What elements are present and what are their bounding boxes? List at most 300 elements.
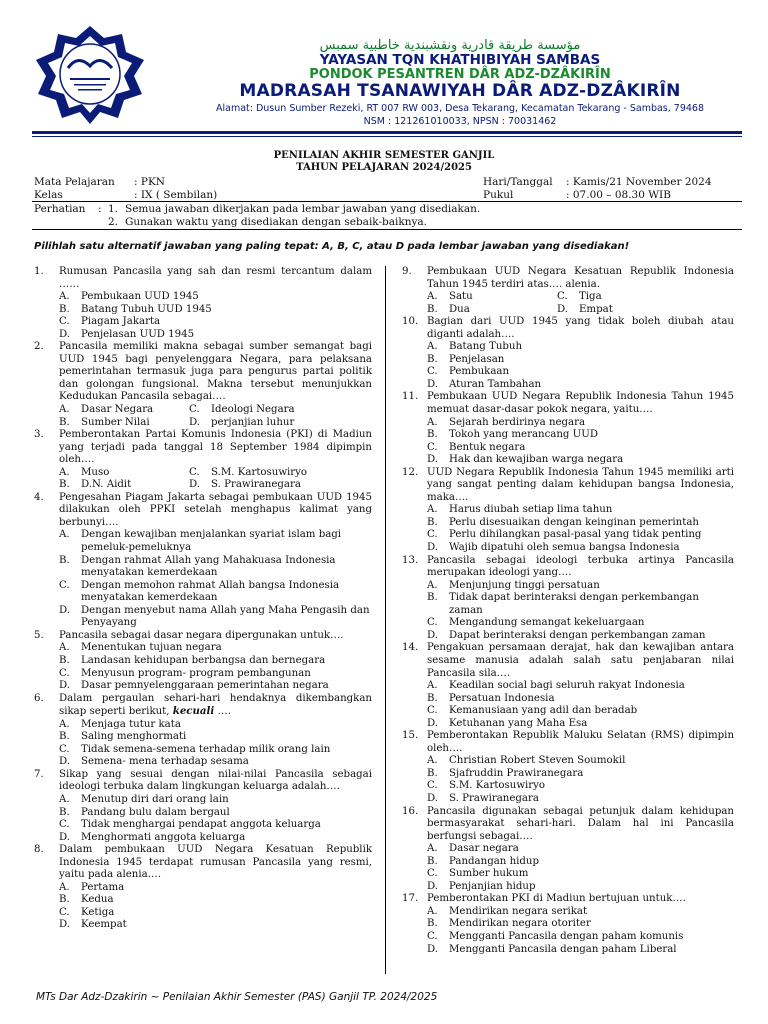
option-text: Mengganti Pancasila dengan paham komunis	[449, 930, 684, 942]
question-item	[34, 693, 372, 769]
option-text: Dasar Negara	[81, 404, 154, 416]
question-text-main: Pancasila digunakan sebagai petunjuk dalam kehidupan bermasyarakat sehari-hari. Dalam hal ini Pancasila berfungsi sebagai….	[427, 805, 734, 842]
answer-option	[402, 442, 734, 455]
questions-right-column	[402, 266, 734, 956]
option-letter: C.	[59, 743, 70, 755]
question-number: 13.	[402, 554, 419, 566]
meta-rule-top	[32, 201, 742, 202]
question-item	[402, 893, 734, 956]
answer-option	[34, 894, 372, 907]
question-tail: ….	[214, 706, 231, 718]
answer-option	[557, 304, 687, 317]
answer-option	[34, 580, 372, 605]
question-stem	[402, 893, 734, 906]
question-text-main: Dalam pergaulan sehari-hari hendaknya dikembangkan sikap seperti berikut,	[59, 692, 372, 718]
option-text: Menutup diri dari orang lain	[81, 793, 229, 805]
question-stem	[34, 630, 372, 643]
header-rule-thick	[32, 131, 742, 134]
question-stem	[402, 316, 734, 341]
option-text: Keadilan social bagi seluruh rakyat Indonesia	[449, 680, 685, 692]
question-text-main: Pembukaan UUD Negara Kesatuan Republik Indonesia Tahun 1945 terdiri atas…. alenia.	[427, 266, 734, 290]
option-letter: A.	[427, 905, 438, 917]
option-text: Dengan rahmat Allah yang Mahakuasa Indonesia menyatakan kemerdekaan	[81, 554, 336, 579]
answer-option	[34, 529, 372, 554]
answer-option	[402, 718, 734, 731]
answer-option-row	[34, 479, 372, 492]
option-text: Menyusun program- program pembangunan	[81, 667, 311, 679]
option-text: Christian Robert Steven Soumokil	[449, 755, 626, 767]
option-text: Menjaga tutur kata	[81, 718, 181, 730]
answer-option	[34, 907, 372, 920]
day-label: Hari/Tanggal	[483, 176, 553, 188]
option-text: Dengan memohon rahmat Allah bangsa Indonesia menyatakan kemerdekaan	[81, 579, 340, 604]
question-text-main: Bagian dari UUD 1945 yang tidak boleh diubah atau diganti adalah….	[427, 316, 734, 340]
question-number: 10.	[402, 316, 419, 328]
question-text	[59, 429, 372, 467]
option-text: Ketuhanan yang Maha Esa	[449, 717, 588, 729]
question-number: 11.	[402, 391, 419, 403]
option-letter: D.	[189, 479, 201, 491]
answer-option	[402, 454, 734, 467]
madrasah-name: MADRASAH TSANAWIYAH DÂR ADZ-DZÂKIRÎN	[239, 81, 681, 101]
note-2-text: Gunakan waktu yang disediakan dengan sebaik-baiknya.	[125, 216, 428, 228]
question-item	[402, 266, 734, 316]
question-stem	[402, 391, 734, 416]
question-item	[402, 730, 734, 805]
option-text: Tokoh yang merancang UUD	[449, 429, 599, 441]
question-item	[34, 630, 372, 693]
option-text: Perlu dihilangkan pasal-pasal yang tidak penting	[449, 529, 702, 541]
option-letter: C.	[189, 404, 200, 416]
option-letter: B.	[59, 894, 70, 906]
option-text: Mengandung semangat kekeluargaan	[449, 617, 645, 629]
option-text: Dapat berinteraksi dengan perkembangan zaman	[449, 629, 706, 641]
question-stem	[402, 467, 734, 505]
question-text	[59, 630, 372, 643]
option-letter: A.	[59, 718, 70, 730]
question-stem	[402, 730, 734, 755]
answer-option	[402, 379, 734, 392]
option-letter: D.	[427, 542, 439, 554]
question-number: 4.	[34, 491, 44, 503]
option-letter: A.	[59, 881, 70, 893]
school-address: Alamat: Dusun Sumber Rezeki, RT 007 RW 003, Desa Tekarang, Kecamatan Tekarang - Sambas, 79468	[215, 103, 705, 114]
option-letter: D.	[427, 454, 439, 466]
question-text-main: Pemberontakan PKI di Madiun bertujuan untuk….	[427, 893, 686, 905]
answer-option	[34, 719, 372, 732]
option-letter: B.	[427, 918, 438, 930]
foundation-name: YAYASAN TQN KHATHIBIYAH SAMBAS	[319, 52, 601, 68]
question-number: 1.	[34, 266, 44, 277]
answer-option	[402, 529, 734, 542]
attention-sep: :	[98, 203, 102, 215]
answer-option	[402, 630, 734, 643]
question-item	[34, 492, 372, 630]
option-letter: D.	[557, 303, 569, 315]
option-letter: A.	[427, 504, 438, 516]
answer-option	[59, 404, 189, 417]
question-text	[59, 769, 372, 794]
option-text: Dengan kewajiban menjalankan syariat islam bagi pemeluk-pemeluknya	[81, 529, 342, 554]
option-letter: B.	[59, 479, 70, 491]
option-text: Semena- mena terhadap sesama	[81, 756, 249, 768]
answer-option	[189, 479, 319, 492]
option-letter: B.	[59, 554, 70, 566]
column-divider	[385, 266, 386, 974]
option-text: Penjanjian hidup	[449, 880, 536, 892]
option-text: Mengganti Pancasila dengan paham Liberal	[449, 943, 677, 955]
question-text-main: Sikap yang sesuai dengan nilai-nilai Pancasila sebagai ideologi terbuka dalam lingkungan keluarga adalah….	[59, 768, 372, 793]
question-text-main: Pembukaan UUD Negara Republik Indonesia Tahun 1945 memuat dasar-dasar pokok negara, yaitu….	[427, 391, 734, 416]
question-text-main: Dalam pembukaan UUD Negara Kesatuan Republik Indonesia 1945 terdapat rumusan Pancasila yang resmi, yaitu pada alenia….	[59, 844, 372, 881]
question-stem	[34, 769, 372, 794]
option-letter: B.	[59, 731, 70, 743]
option-letter: B.	[427, 353, 438, 365]
option-letter: D.	[59, 919, 71, 931]
option-letter: A.	[59, 291, 70, 303]
question-item	[34, 429, 372, 492]
answer-option	[402, 354, 734, 367]
question-emphasis: kecuali	[172, 705, 215, 718]
option-text: Saling menghormati	[81, 731, 187, 743]
option-text: Ketiga	[81, 906, 115, 918]
option-letter: D.	[189, 416, 201, 428]
answer-option	[34, 555, 372, 580]
question-item	[402, 806, 734, 894]
question-item	[402, 391, 734, 466]
option-text: Tidak dapat berinteraksi dengan perkembangan zaman	[449, 592, 699, 616]
answer-option	[59, 479, 189, 492]
school-nsm: NSM : 121261010033, NPSN : 70031462	[363, 116, 557, 127]
option-letter: C.	[427, 366, 438, 378]
option-text: D.N. Aidit	[81, 479, 132, 491]
answer-option	[402, 341, 734, 354]
answer-option	[402, 617, 734, 630]
question-text-main: UUD Negara Republik Indonesia Tahun 1945 memiliki arti yang sangat penting dalam kehidupan bangsa Indonesia, maka….	[427, 466, 734, 503]
answer-option	[34, 756, 372, 769]
option-letter: A.	[59, 793, 70, 805]
question-number: 14.	[402, 642, 419, 654]
option-letter: A.	[427, 416, 438, 428]
option-text: Sjafruddin Prawiranegara	[449, 767, 584, 779]
answer-option	[402, 856, 734, 869]
note-1-number: 1.	[108, 203, 119, 215]
question-item	[402, 642, 734, 730]
option-text: Pandang bulu dalam bergaul	[81, 806, 230, 818]
letterhead	[0, 0, 768, 132]
option-text: Empat	[579, 303, 613, 315]
question-text	[427, 391, 734, 416]
answer-option	[402, 517, 734, 530]
question-number: 6.	[34, 692, 44, 704]
option-letter: A.	[427, 341, 438, 353]
question-stem	[34, 341, 372, 404]
option-letter: D.	[59, 328, 71, 340]
page-footer: MTs Dar Adz-Dzakirin ~ Penilaian Akhir Semester (PAS) Ganjil TP. 2024/2025	[36, 991, 438, 1003]
answer-option	[34, 731, 372, 744]
question-stem	[34, 844, 372, 882]
option-text: Sumber Nilai	[81, 416, 150, 428]
option-letter: D.	[427, 792, 439, 804]
subject-value: : PKN	[134, 176, 165, 188]
subject-label: Mata Pelajaran	[34, 176, 115, 188]
question-item	[34, 341, 372, 429]
option-text: Landasan kehidupan berbangsa dan bernegara	[81, 654, 326, 666]
option-letter: C.	[557, 291, 568, 303]
question-number: 2.	[34, 341, 44, 353]
option-text: Hak dan kewajiban warga negara	[449, 454, 624, 466]
option-letter: B.	[427, 303, 438, 315]
question-text	[427, 266, 734, 291]
option-text: Mendirikan negara otoriter	[449, 918, 591, 930]
class-value: : IX ( Sembilan)	[134, 189, 218, 201]
option-text: perjanjian luhur	[211, 416, 295, 428]
option-text: Harus diubah setiap lima tahun	[449, 504, 613, 516]
answer-option	[402, 755, 734, 768]
option-letter: A.	[59, 529, 70, 541]
option-text: S. Prawiranegara	[449, 792, 539, 804]
time-label: Pukul	[483, 189, 514, 201]
answer-option-row	[402, 304, 734, 317]
option-letter: B.	[427, 855, 438, 867]
option-text: Mendirikan negara serikat	[449, 905, 588, 917]
option-text: Pandangan hidup	[449, 855, 540, 867]
option-letter: C.	[59, 316, 70, 328]
option-text: Batang Tubuh UUD 1945	[81, 303, 212, 315]
option-letter: C.	[427, 780, 438, 792]
option-text: Tiga	[579, 291, 602, 303]
option-text: Tidak semena-semena terhadap milik orang lain	[81, 743, 331, 755]
option-letter: D.	[59, 680, 71, 692]
question-stem	[34, 266, 372, 291]
option-letter: C.	[427, 868, 438, 880]
option-letter: B.	[427, 516, 438, 528]
question-text	[427, 316, 734, 341]
question-text-main: Pancasila memiliki makna sebagai sumber semangat bagi UUD 1945 bagi penyelenggara Negara, para pelaksana pemerintahan termasuk juga para pengurus partai politik dan golongan fungsional. Makna tersebut menunjukkan Kedudukan Pancasila sebagai….	[59, 341, 372, 403]
option-letter: B.	[427, 592, 438, 604]
question-item	[34, 844, 372, 932]
option-text: Pembukaan	[449, 366, 510, 378]
option-text: Wajib dipatuhi oleh semua bangsa Indonesia	[449, 542, 680, 554]
answer-option	[557, 291, 687, 304]
answer-option	[34, 807, 372, 820]
question-text	[427, 642, 734, 680]
answer-option	[34, 316, 372, 329]
option-text: Bentuk negara	[449, 441, 526, 453]
questions-left-column	[34, 266, 372, 932]
option-letter: B.	[59, 806, 70, 818]
question-text-main: Pengesahan Piagam Jakarta sebagai pembukaan UUD 1945 dilakukan oleh PPKI setelah menghapus kalimat yang berbunyi….	[59, 491, 372, 528]
answer-option	[427, 304, 557, 317]
question-text	[59, 844, 372, 882]
option-letter: D.	[59, 604, 71, 616]
option-text: S. Prawiranegara	[211, 479, 301, 491]
answer-option	[34, 794, 372, 807]
question-text	[59, 693, 372, 719]
option-letter: A.	[59, 642, 70, 654]
option-letter: B.	[59, 303, 70, 315]
question-text	[427, 555, 734, 580]
question-number: 3.	[34, 429, 44, 441]
answer-option	[402, 768, 734, 781]
school-logo-icon	[30, 24, 150, 124]
question-number: 9.	[402, 266, 412, 277]
exam-year: TAHUN PELAJARAN 2024/2025	[296, 162, 472, 173]
option-letter: C.	[427, 617, 438, 629]
class-label: Kelas	[34, 189, 63, 201]
question-text	[427, 467, 734, 505]
question-text	[59, 341, 372, 404]
option-text: Satu	[449, 291, 473, 303]
option-text: Kedua	[81, 894, 114, 906]
option-text: Dua	[449, 303, 470, 315]
question-text	[427, 730, 734, 755]
answer-option	[402, 417, 734, 430]
answer-option	[402, 906, 734, 919]
option-letter: A.	[59, 466, 70, 478]
answer-option	[402, 429, 734, 442]
meta-rule-bottom	[32, 229, 742, 230]
question-item	[34, 266, 372, 341]
option-text: Aturan Tambahan	[449, 378, 542, 390]
option-letter: A.	[427, 755, 438, 767]
option-letter: A.	[427, 291, 438, 303]
exam-title: PENILAIAN AKHIR SEMESTER GANJIL	[273, 150, 495, 161]
question-text-main: Pemberontakan Republik Maluku Selatan (RMS) dipimpin oleh….	[427, 730, 734, 754]
question-text-main: Pengakuan persamaan derajat, hak dan kewajiban antara sesame manusia adalah salah satu penjabaran nilai Pancasila sila….	[427, 642, 734, 679]
question-stem	[402, 642, 734, 680]
question-stem	[402, 806, 734, 844]
answer-option	[402, 542, 734, 555]
question-text-main: Pancasila sebagai ideologi terbuka artinya Pancasila merupakan ideologi yang….	[427, 554, 734, 579]
question-number: 8.	[34, 844, 44, 856]
time-value: : 07.00 – 08.30 WIB	[566, 189, 671, 201]
question-item	[402, 467, 734, 555]
answer-option-row	[402, 291, 734, 304]
option-text: Menentukan tujuan negara	[81, 642, 222, 654]
option-letter: D.	[59, 831, 71, 843]
option-letter: D.	[427, 378, 439, 390]
answer-option	[402, 881, 734, 894]
answer-option	[402, 780, 734, 793]
answer-option	[34, 919, 372, 932]
answer-option-row	[34, 417, 372, 430]
header-rule-thin	[32, 136, 742, 137]
option-text: Muso	[81, 466, 110, 478]
day-value: : Kamis/21 November 2024	[566, 176, 712, 188]
option-letter: D.	[59, 756, 71, 768]
answer-option	[34, 655, 372, 668]
question-text-main: Pemberontakan Partai Komunis Indonesia (PKI) di Madiun yang terjadi pada tanggal 18 September 1984 dipimpin oleh….	[59, 429, 372, 466]
answer-option	[59, 417, 189, 430]
option-text: Kemanusiaan yang adil dan beradab	[449, 705, 638, 717]
option-letter: A.	[427, 843, 438, 855]
question-item	[402, 555, 734, 643]
option-text: Menghormati anggota keluarga	[81, 831, 246, 843]
answer-option	[34, 668, 372, 681]
question-item	[34, 769, 372, 844]
option-text: Ideologi Negara	[211, 404, 295, 416]
answer-option	[34, 605, 372, 630]
option-text: Dasar pemnyelenggaraan pemerintahan negara	[81, 680, 329, 692]
option-letter: C.	[59, 579, 70, 591]
pesantren-name: PONDOK PESANTREN DÂR ADZ-DZÂKIRÎN	[309, 67, 611, 82]
option-text: Penjelasan	[449, 353, 505, 365]
option-text: Sumber hukum	[449, 868, 529, 880]
answer-option	[189, 417, 319, 430]
answer-option	[189, 467, 319, 480]
option-text: Pertama	[81, 881, 125, 893]
note-1-text: Semua jawaban dikerjakan pada lembar jawaban yang disediakan.	[125, 203, 481, 215]
question-number: 5.	[34, 629, 44, 641]
option-letter: C.	[189, 466, 200, 478]
answer-option	[34, 680, 372, 693]
option-text: Keempat	[81, 919, 127, 931]
question-stem	[34, 492, 372, 530]
question-stem	[402, 555, 734, 580]
option-letter: B.	[427, 692, 438, 704]
option-text: Sejarah berdirinya negara	[449, 416, 586, 428]
answer-option	[402, 918, 734, 931]
option-text: Pembukaan UUD 1945	[81, 291, 199, 303]
answer-option	[189, 404, 319, 417]
option-letter: B.	[427, 767, 438, 779]
option-text: Tidak menghargai pendapat anggota keluarga	[81, 819, 321, 831]
option-text: Dasar negara	[449, 843, 519, 855]
answer-option	[34, 832, 372, 845]
option-letter: C.	[427, 930, 438, 942]
answer-option	[34, 819, 372, 832]
question-number: 15.	[402, 730, 419, 742]
question-number: 12.	[402, 466, 419, 478]
answer-option	[402, 793, 734, 806]
option-letter: D.	[427, 629, 439, 641]
answer-option	[34, 744, 372, 757]
option-letter: C.	[59, 667, 70, 679]
option-letter: C.	[427, 441, 438, 453]
answer-option	[59, 467, 189, 480]
answer-option	[427, 291, 557, 304]
answer-option	[402, 705, 734, 718]
arabic-foundation-name: مؤسسة طريقة قادرية ونقشبندية خاطبية سمبس	[319, 38, 581, 53]
option-letter: C.	[59, 819, 70, 831]
question-text	[59, 492, 372, 530]
question-stem	[34, 693, 372, 719]
option-text: Perlu disesuaikan dengan keinginan pemerintah	[449, 516, 699, 528]
answer-option	[34, 642, 372, 655]
option-letter: C.	[59, 906, 70, 918]
option-letter: D.	[427, 717, 439, 729]
answer-option	[402, 592, 734, 617]
answer-option-row	[34, 404, 372, 417]
option-letter: C.	[427, 529, 438, 541]
answer-option	[34, 304, 372, 317]
option-letter: A.	[59, 404, 70, 416]
question-text	[427, 806, 734, 844]
answer-option	[402, 843, 734, 856]
option-text: Piagam Jakarta	[81, 316, 161, 328]
answer-option	[402, 580, 734, 593]
answer-option	[402, 504, 734, 517]
note-2-number: 2.	[108, 216, 119, 228]
instruction: Pilihlah satu alternatif jawaban yang paling tepat: A, B, C, atau D pada lembar jawaban yang disediakan!	[34, 241, 630, 252]
answer-option	[402, 366, 734, 379]
option-letter: B.	[427, 429, 438, 441]
option-text: Persatuan Indonesia	[449, 692, 555, 704]
answer-option-row	[34, 467, 372, 480]
question-item	[402, 316, 734, 391]
option-text: Batang Tubuh	[449, 341, 523, 353]
